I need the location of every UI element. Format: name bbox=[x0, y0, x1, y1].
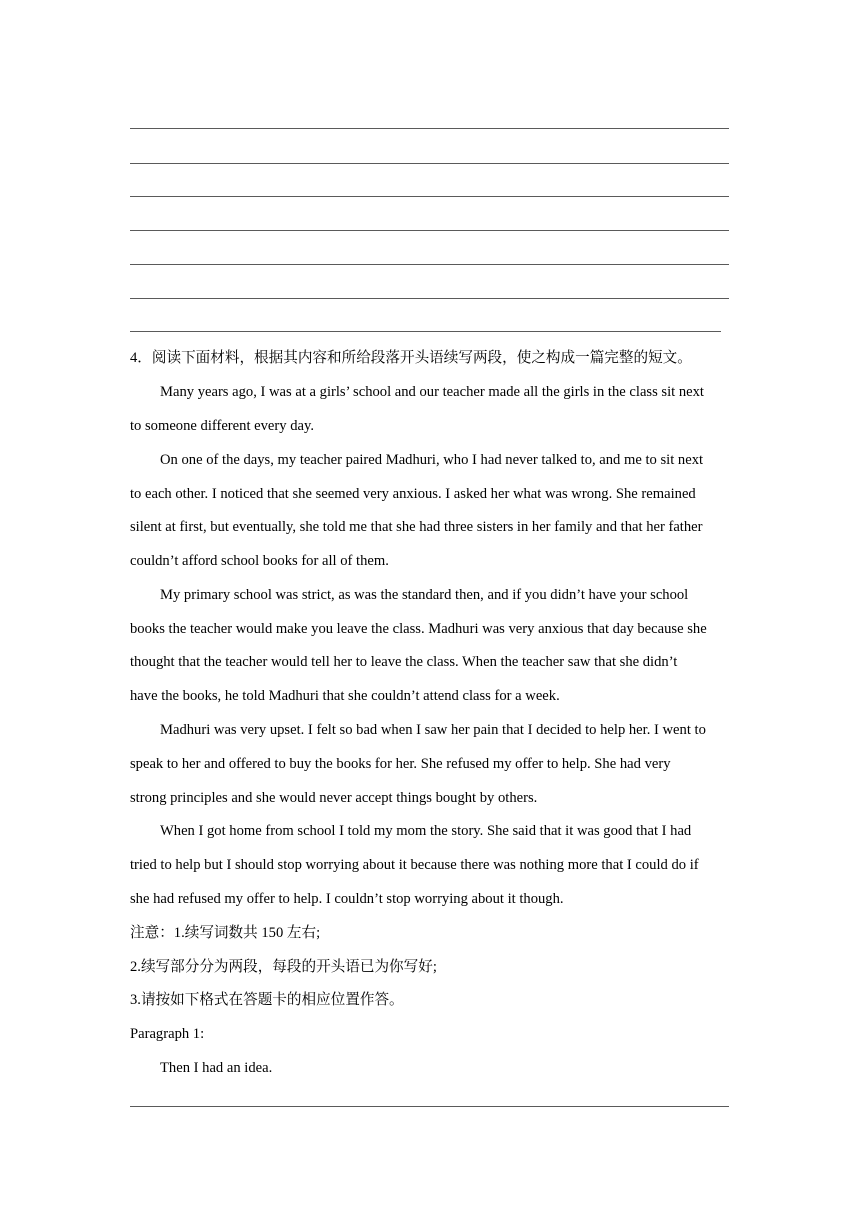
answer-line bbox=[130, 163, 729, 164]
note-line: 3.请按如下格式在答题卡的相应位置作答。 bbox=[130, 992, 404, 1008]
passage-line: books the teacher would make you leave the class. Madhuri was very anxious that day because she bbox=[130, 621, 707, 637]
passage-line: to each other. I noticed that she seemed very anxious. I asked her what was wrong. She remained bbox=[130, 486, 696, 502]
passage-line: Madhuri was very upset. I felt so bad when I saw her pain that I decided to help her. I went to bbox=[160, 722, 706, 738]
passage-line: Many years ago, I was at a girls’ school and our teacher made all the girls in the class sit next bbox=[160, 384, 704, 400]
passage-line: When I got home from school I told my mom the story. She said that it was good that I had bbox=[160, 823, 692, 839]
answer-line bbox=[130, 331, 721, 332]
passage-line: strong principles and she would never accept things bought by others. bbox=[130, 790, 538, 806]
passage-line: On one of the days, my teacher paired Madhuri, who I had never talked to, and me to sit next bbox=[160, 452, 704, 468]
paragraph-opening: Then I had an idea. bbox=[160, 1060, 273, 1076]
passage-line: couldn’t afford school books for all of them. bbox=[130, 553, 389, 569]
note-line: 注意：1.续写词数共 150 左右; bbox=[130, 925, 321, 941]
paragraph-label: Paragraph 1: bbox=[130, 1026, 205, 1042]
passage-line: tried to help but I should stop worrying about it because there was nothing more that I could do if bbox=[130, 857, 699, 873]
answer-line bbox=[130, 128, 729, 129]
passage-line: thought that the teacher would tell her to leave the class. When the teacher saw that she didn’t bbox=[130, 654, 678, 670]
answer-line bbox=[130, 196, 729, 197]
passage-line: she had refused my offer to help. I couldn’t stop worrying about it though. bbox=[130, 891, 564, 907]
answer-line bbox=[130, 264, 729, 265]
passage-line: have the books, he told Madhuri that she couldn’t attend class for a week. bbox=[130, 688, 560, 704]
passage-line: silent at first, but eventually, she told me that she had three sisters in her family and that her father bbox=[130, 519, 703, 535]
passage-line: to someone different every day. bbox=[130, 418, 314, 434]
passage-line: My primary school was strict, as was the standard then, and if you didn’t have your school bbox=[160, 587, 689, 603]
answer-line bbox=[130, 298, 729, 299]
note-line: 2.续写部分分为两段，每段的开头语已为你写好; bbox=[130, 959, 437, 975]
passage-line: speak to her and offered to buy the books for her. She refused my offer to help. She had very bbox=[130, 756, 671, 772]
question-heading: 4．阅读下面材料，根据其内容和所给段落开头语续写两段，使之构成一篇完整的短文。 bbox=[130, 350, 692, 366]
answer-line bbox=[130, 230, 729, 231]
answer-line bbox=[130, 1106, 729, 1107]
